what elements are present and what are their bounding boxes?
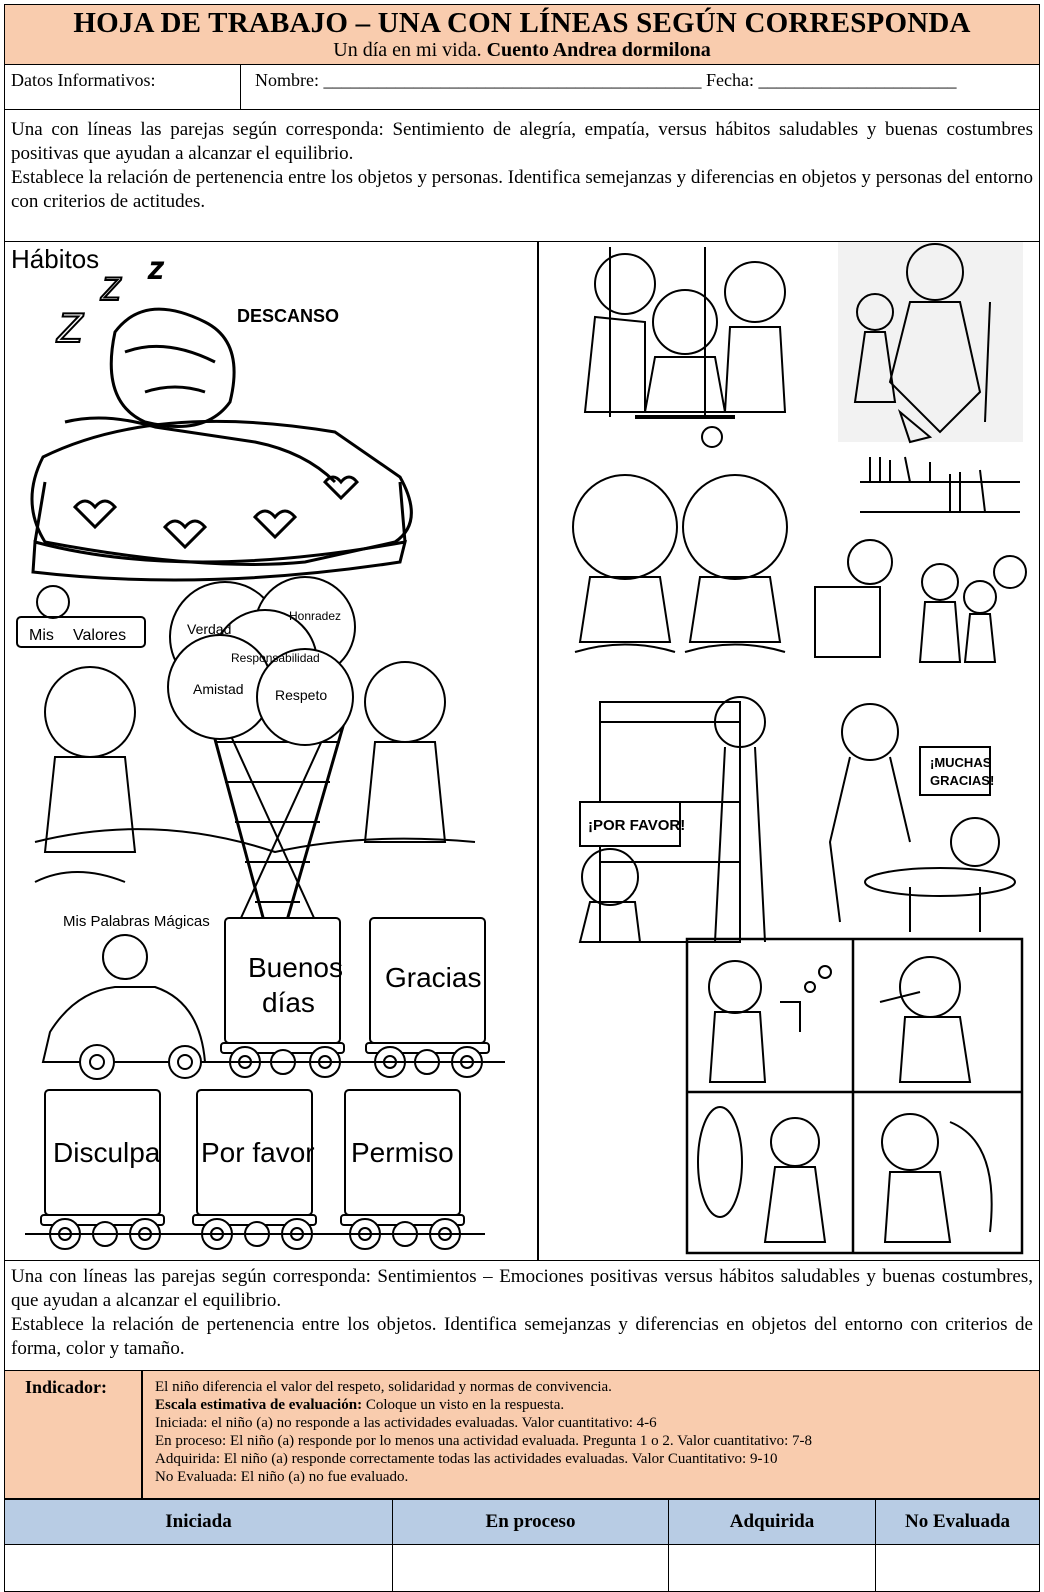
info-row <box>4 64 1040 110</box>
scale-header-no-evaluada: No Evaluada <box>876 1500 1040 1545</box>
card-dias: días <box>262 987 315 1018</box>
subtitle-plain: Un día en mi vida. <box>333 39 482 61</box>
name-label: Nombre: <box>255 70 319 90</box>
instruction-top-1: Una con líneas las parejas según corresponda: Sentimiento de alegría, empatía, versus hábitos saludables y buenas costumbres positivas que ayudan a alcanzar el equilibrio. <box>11 119 1033 164</box>
scale-title: Escala estimativa de evaluación: <box>155 1397 363 1413</box>
activity-panel <box>4 242 1040 1261</box>
indicator-text <box>155 1378 812 1486</box>
magic-words-train[interactable] <box>25 908 505 1249</box>
scale-answer-row <box>5 1545 1040 1592</box>
card-por-favor: Por favor <box>201 1137 315 1168</box>
scoop-verdad: Verdad <box>187 621 232 637</box>
info-label: Datos Informativos: <box>5 64 241 109</box>
subtitle-story: Cuento Andrea dormilona <box>486 39 711 61</box>
scale-cell-no-evaluada[interactable] <box>876 1545 1040 1592</box>
indicator-line-4: En proceso: El niño (a) responde por lo menos una actividad evaluada. Pregunta 1 o 2. Valor cuantitativo: 7-8 <box>155 1433 813 1449</box>
date-field[interactable]: ______________________ <box>758 70 957 90</box>
scale-header-row <box>5 1500 1040 1545</box>
svg-text:Z: Z <box>101 271 121 307</box>
evaluation-scale-table <box>4 1499 1040 1592</box>
card-gracias: Gracias <box>385 962 482 993</box>
valores-label: Valores <box>73 627 127 644</box>
scoop-responsabilidad: Responsabilidad <box>231 651 320 665</box>
please-scene-illustration[interactable] <box>580 697 765 942</box>
instructions-top <box>4 110 1040 242</box>
hygiene-figures <box>698 957 992 1242</box>
worksheet-header <box>4 4 1040 65</box>
library-illustration[interactable] <box>815 457 1026 662</box>
mis-label: Mis <box>29 627 54 644</box>
scoop-amistad: Amistad <box>193 681 244 697</box>
scale-header-en-proceso: En proceso <box>393 1500 669 1545</box>
indicator-section <box>4 1371 1040 1499</box>
scale-header-iniciada: Iniciada <box>5 1500 393 1545</box>
speech-muchas: ¡MUCHAS <box>930 755 992 770</box>
sleeping-girl-illustration[interactable] <box>32 258 411 580</box>
name-field[interactable]: __________________________________________ <box>323 70 702 90</box>
kids-swing-illustration[interactable] <box>585 247 785 447</box>
indicator-line-5: Adquirida: El niño (a) responde correctamente todas las actividades evaluadas. Valor Cuantitativo: 9-10 <box>155 1451 778 1467</box>
instruction-bottom-2: Establece la relación de pertenencia entre los objetos. Identifica semejanzas y diferencias en objetos del entorno con criterios de forma, color y tamaño. <box>11 1314 1033 1359</box>
indicator-line-6: No Evaluada: El niño (a) no fue evaluado. <box>155 1469 409 1485</box>
svg-text:Z: Z <box>149 258 163 283</box>
panel-divider <box>537 242 539 1260</box>
info-fields <box>255 70 956 91</box>
indicator-separator <box>141 1371 143 1498</box>
card-disculpa: Disculpa <box>53 1137 161 1168</box>
worksheet-subtitle <box>5 39 1039 61</box>
scale-instruction: Coloque un visto en la respuesta. <box>362 1397 565 1413</box>
instruction-top-2: Establece la relación de pertenencia entre los objetos y personas. Identifica semejanzas y diferencias en objetos y personas del entorno con criterios de actitudes. <box>11 167 1033 212</box>
scale-cell-en-proceso[interactable] <box>393 1545 669 1592</box>
instructions-bottom <box>4 1261 1040 1371</box>
scoop-respeto: Respeto <box>275 687 328 703</box>
speech-por-favor: ¡POR FAVOR! <box>588 817 686 834</box>
instruction-bottom-1: Una con líneas las parejas según corresponda: Sentimientos – Emociones positivas versus hábitos saludables y buenas costumbres, que ayudan a alcanzar el equilibrio. <box>11 1266 1033 1311</box>
hygiene-grid-illustration[interactable] <box>687 939 1022 1253</box>
scale-cell-iniciada[interactable] <box>5 1545 393 1592</box>
indicator-label: Indicador: <box>25 1377 108 1397</box>
scale-header-adquirida: Adquirida <box>669 1500 876 1545</box>
worksheet-title: HOJA DE TRABAJO – UNA CON LÍNEAS SEGÚN CORRESPONDA <box>73 7 971 39</box>
right-illustrations <box>540 242 1040 1259</box>
thanks-scene-illustration[interactable] <box>830 704 1015 932</box>
card-buenos: Buenos <box>248 952 343 983</box>
indicator-line-1: El niño diferencia el valor del respeto, solidaridad y normas de convivencia. <box>155 1379 612 1395</box>
speech-gracias: GRACIAS! <box>930 773 995 788</box>
magic-banner-label: Mis Palabras Mágicas <box>63 913 210 930</box>
indicator-line-3: Iniciada: el niño (a) no responde a las actividades evaluadas. Valor cuantitativo: 4-6 <box>155 1415 657 1431</box>
left-illustrations <box>5 242 535 1259</box>
two-friends-illustration[interactable] <box>573 475 787 652</box>
indicator-line-2 <box>155 1396 812 1414</box>
descanso-label: DESCANSO <box>237 306 340 326</box>
scale-cell-adquirida[interactable] <box>669 1545 876 1592</box>
zzz-icon: Z <box>57 304 83 351</box>
values-icecream-illustration[interactable] <box>17 577 475 962</box>
scoop-honradez: Honradez <box>289 609 342 623</box>
card-permiso: Permiso <box>351 1137 454 1168</box>
habits-heading: Hábitos <box>11 244 100 274</box>
date-label: Fecha: <box>705 70 754 90</box>
helping-crutch-illustration[interactable] <box>838 242 1023 442</box>
